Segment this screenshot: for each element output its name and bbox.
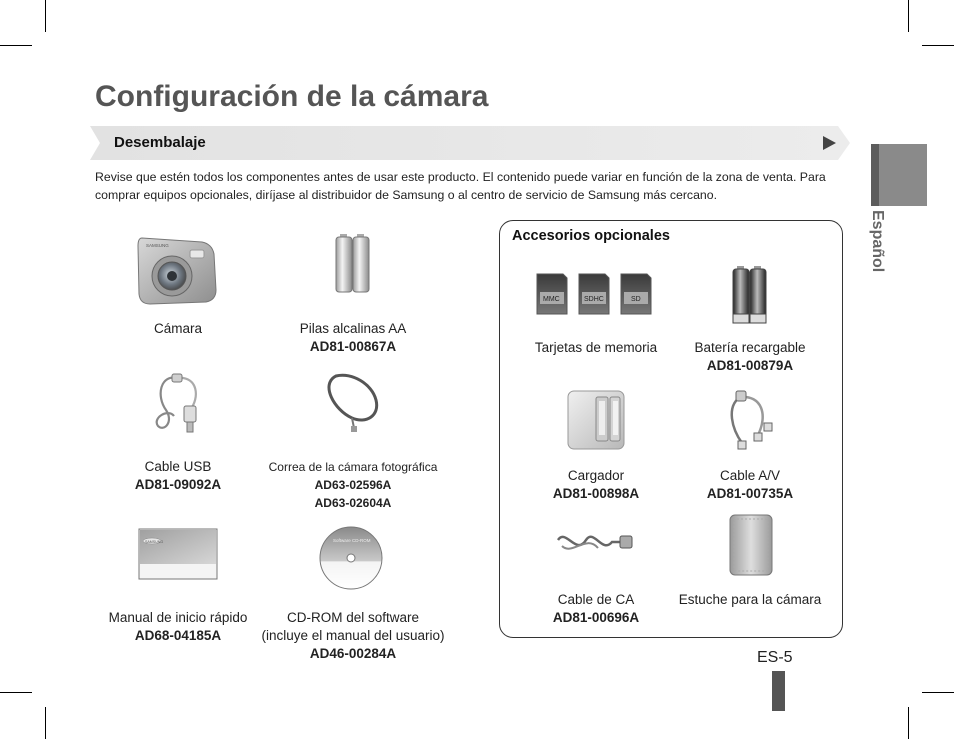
item-usb-cable xyxy=(118,458,238,494)
item-camera-strap xyxy=(253,458,453,512)
cdrom-icon xyxy=(318,525,384,591)
item-name: Cámara xyxy=(153,321,202,336)
rechargeable-battery-icon xyxy=(731,264,771,326)
item-name: Manual de inicio rápido xyxy=(108,610,248,625)
item-name: Cable USB xyxy=(144,459,212,474)
item-code: AD68-04185A xyxy=(134,628,222,643)
cd-label: Software CD-ROM xyxy=(333,538,371,543)
item-code: AD81-00735A xyxy=(706,486,794,501)
section-header-bar xyxy=(90,126,850,160)
usb-cable-icon xyxy=(150,370,210,436)
item-name: Cable A/V xyxy=(719,468,781,483)
charger-icon xyxy=(566,389,626,451)
play-arrow-icon xyxy=(823,136,836,150)
memory-card-icon xyxy=(535,270,657,318)
item-name: Correa de la cámara fotográfica xyxy=(268,460,438,474)
item-ac-cable xyxy=(516,591,676,627)
manual-icon xyxy=(138,528,220,582)
item-name: Cable de CA xyxy=(557,592,635,607)
item-name: Tarjetas de memoria xyxy=(534,340,658,355)
camera-icon xyxy=(136,228,220,308)
manual-brand-label: SAMSUNG xyxy=(145,540,164,544)
item-cdrom xyxy=(243,609,463,663)
av-cable-icon xyxy=(722,387,778,453)
battery-icon xyxy=(334,232,374,294)
item-name: CD-ROM del software xyxy=(286,610,420,625)
item-code: AD46-00284A xyxy=(309,646,397,661)
side-tab-block xyxy=(871,144,927,206)
item-code: AD63-02596A xyxy=(314,478,392,492)
item-name: Cargador xyxy=(567,468,625,483)
card-label-sd: SD xyxy=(631,296,641,303)
card-label-mmc: MMC xyxy=(543,296,560,303)
item-code-2: AD63-02604A xyxy=(314,496,392,510)
item-camera xyxy=(118,320,238,338)
item-code: AD81-00867A xyxy=(309,339,397,354)
item-name: Batería recargable xyxy=(694,340,806,355)
item-code: AD81-00879A xyxy=(706,358,794,373)
camera-case-icon xyxy=(728,513,774,577)
item-name: Pilas alcalinas AA xyxy=(299,321,407,336)
item-charger xyxy=(516,467,676,503)
item-av-cable xyxy=(670,467,830,503)
page-number: ES-5 xyxy=(757,649,793,666)
optional-accessories-title: Accesorios opcionales xyxy=(512,228,670,244)
card-label-sdhc: SDHC xyxy=(584,296,604,303)
section-title: Desembalaje xyxy=(114,134,206,151)
item-memory-cards xyxy=(516,339,676,357)
language-label: Español xyxy=(869,210,886,273)
item-quick-manual xyxy=(98,609,258,645)
item-rechargeable-battery xyxy=(670,339,830,375)
ac-cable-icon xyxy=(556,526,636,560)
side-tab-edge xyxy=(871,144,879,206)
item-aa-batteries xyxy=(273,320,433,356)
item-name: Estuche para la cámara xyxy=(678,592,822,607)
item-code: AD81-00696A xyxy=(552,610,640,625)
item-code: AD81-09092A xyxy=(134,477,222,492)
item-code: AD81-00898A xyxy=(552,486,640,501)
strap-icon xyxy=(322,370,384,436)
page-title: Configuración de la cámara xyxy=(95,80,489,113)
page-bar xyxy=(772,671,785,711)
item-name-2: (incluye el manual del usuario) xyxy=(261,628,445,643)
camera-brand-label: SAMSUNG xyxy=(146,243,169,248)
intro-paragraph: Revise que estén todos los componentes antes de usar este producto. El contenido puede variar en función de la zona de venta. Para comprar equipos opcionales, diríjase al distribuidor de Samsung o al centro de servicio de Samsung más cercano. xyxy=(95,170,826,202)
item-camera-case xyxy=(660,591,840,609)
